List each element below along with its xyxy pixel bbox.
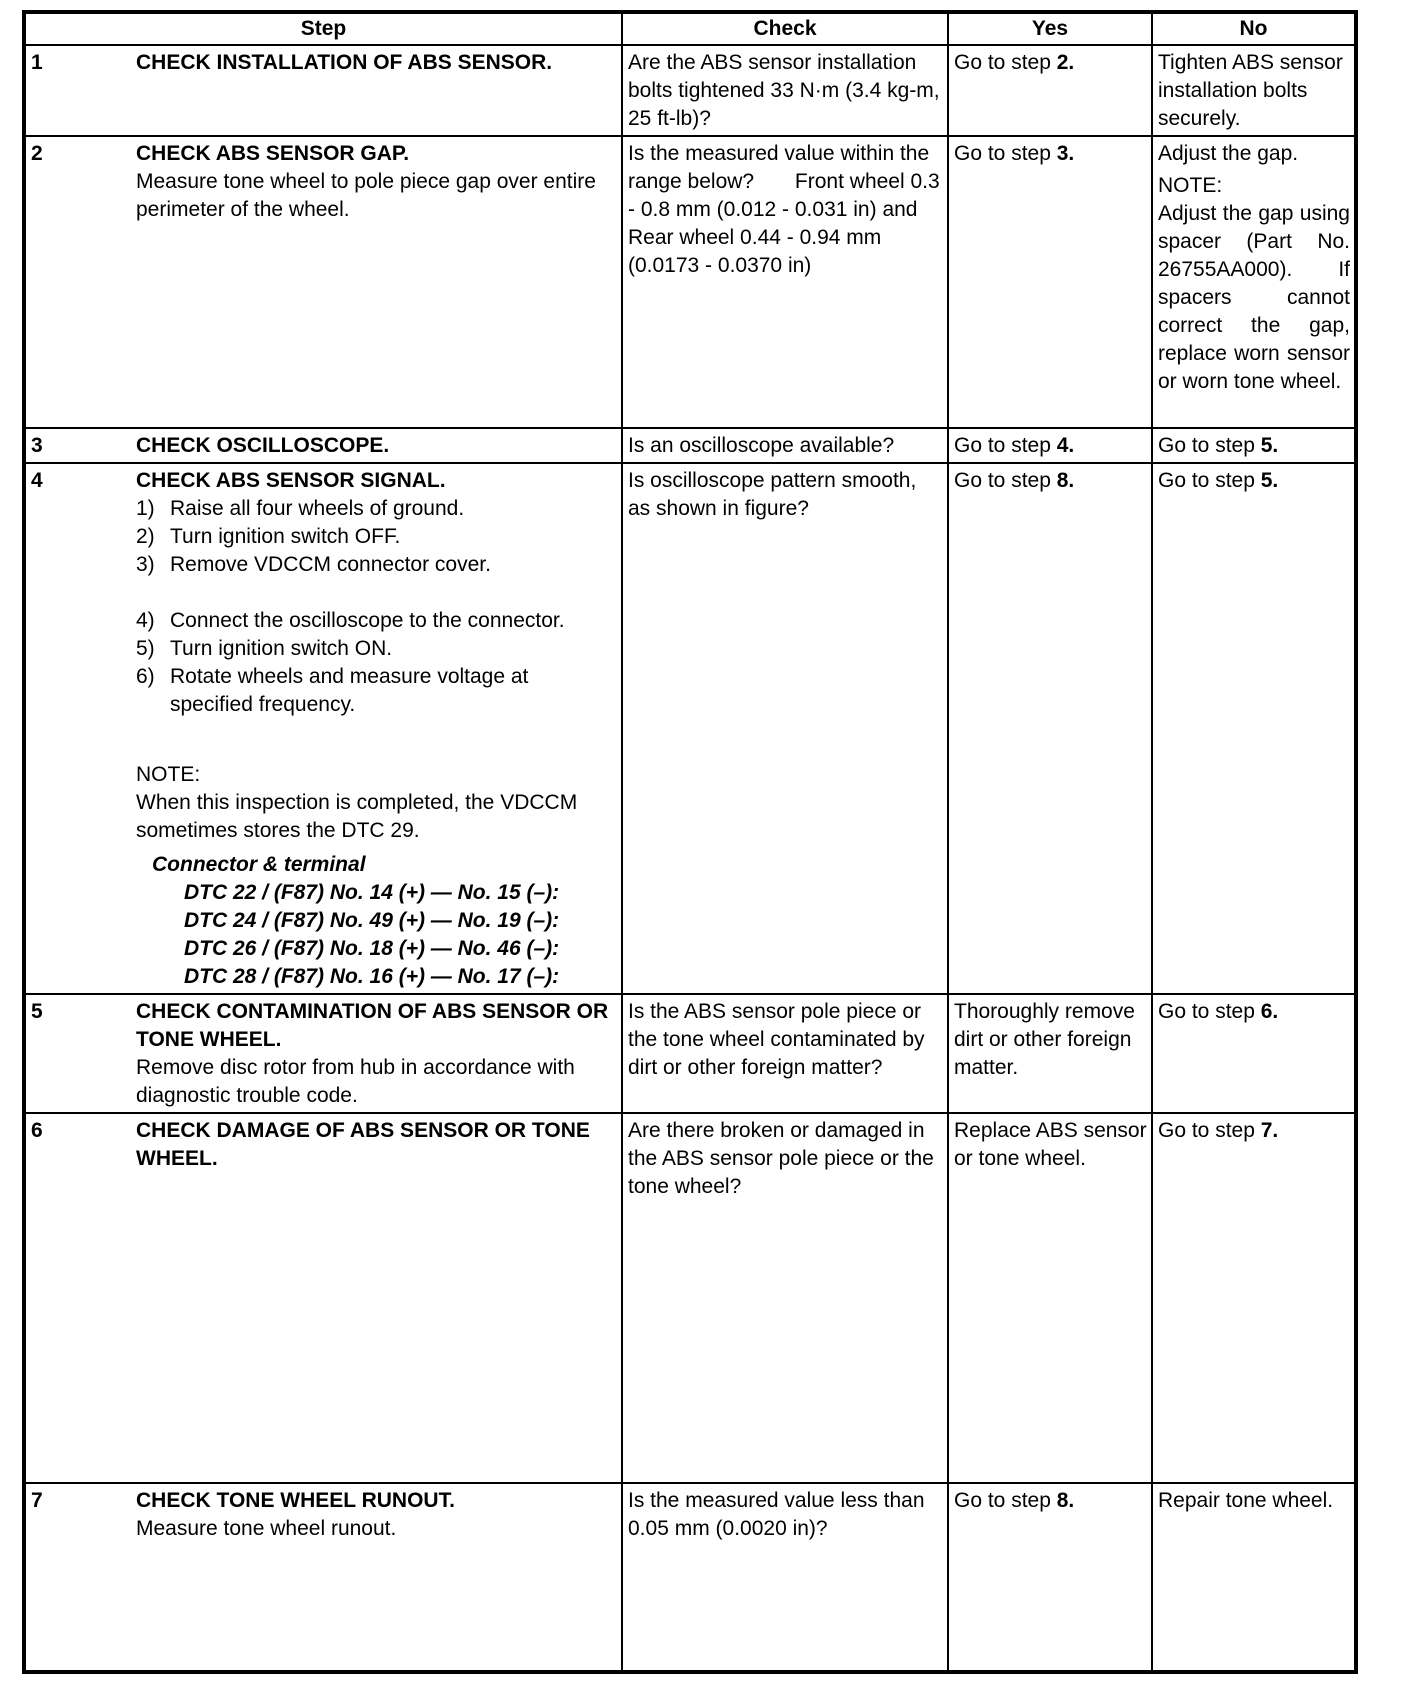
- connector-line: DTC 26 / (F87) No. 18 (+) — No. 46 (–):: [184, 937, 560, 960]
- no-step-ref: 5.: [1260, 434, 1279, 457]
- header-no: No: [1152, 12, 1356, 45]
- no-text: Go to step: [1158, 469, 1261, 492]
- step-title: CHECK OSCILLOSCOPE.: [136, 434, 390, 457]
- no-note-text: Adjust the gap using spacer (Part No. 26755AA000). If spacers cannot correct the gap, replace worn sensor or worn tone wheel.: [1158, 202, 1350, 393]
- step-title: CHECK DAMAGE OF ABS SENSOR OR TONE WHEEL.: [136, 1119, 590, 1170]
- table-row: [24, 136, 1356, 428]
- list-spacer: [136, 579, 617, 607]
- no-cell: Repair tone wheel.: [1152, 1483, 1356, 1672]
- yes-text: Go to step: [954, 1489, 1057, 1512]
- check-cell: Is an oscilloscope available?: [622, 428, 948, 463]
- note-text: When this inspection is completed, the VDCCM sometimes stores the DTC 29.: [136, 791, 578, 842]
- step-number: 2: [31, 142, 43, 165]
- no-cell: [1152, 994, 1356, 1113]
- item-number: 6): [136, 665, 155, 688]
- step-cell: [24, 994, 622, 1113]
- yes-text: Go to step: [954, 434, 1057, 457]
- header-step: Step: [24, 12, 622, 45]
- item-number: 4): [136, 609, 155, 632]
- no-text: Go to step: [1158, 1000, 1261, 1023]
- no-text: Go to step: [1158, 434, 1261, 457]
- check-text: Is the measured value within the range below? Front wheel 0.3 - 0.8 mm (0.012 - 0.031 in) and Rear wheel 0.44 - 0.94 mm (0.0173 - 0.0370 in): [628, 142, 946, 277]
- yes-cell: Replace ABS sensor or tone wheel.: [948, 1113, 1152, 1483]
- procedure-list: [136, 495, 617, 719]
- table-row: [24, 1483, 1356, 1672]
- no-note-label: NOTE:: [1158, 174, 1223, 197]
- step-cell: [24, 1113, 622, 1483]
- item-text: Raise all four wheels of ground.: [170, 497, 465, 520]
- diagnostic-table: [22, 10, 1358, 1674]
- yes-text: Go to step: [954, 142, 1057, 165]
- table-row: [24, 45, 1356, 136]
- list-item: [136, 551, 617, 579]
- yes-step-ref: 8.: [1056, 469, 1075, 492]
- step-title: CHECK TONE WHEEL RUNOUT.: [136, 1489, 455, 1512]
- item-text: Turn ignition switch ON.: [170, 637, 393, 660]
- step-title: CHECK INSTALLATION OF ABS SENSOR.: [136, 51, 553, 74]
- step-description: Measure tone wheel runout.: [136, 1517, 397, 1540]
- step-number: 1: [31, 51, 43, 74]
- no-cell: [1152, 463, 1356, 994]
- check-cell: [622, 136, 948, 428]
- no-text: Go to step: [1158, 1119, 1261, 1142]
- no-step-ref: 7.: [1260, 1119, 1279, 1142]
- step-number: 4: [31, 469, 43, 492]
- table-row: [24, 994, 1356, 1113]
- header-yes: Yes: [948, 12, 1152, 45]
- yes-cell: [948, 136, 1152, 428]
- connector-line: DTC 28 / (F87) No. 16 (+) — No. 17 (–):: [184, 965, 560, 988]
- step-number: 5: [31, 1000, 43, 1023]
- item-text: Remove VDCCM connector cover.: [170, 553, 491, 576]
- check-cell: Are the ABS sensor installation bolts tightened 33 N·m (3.4 kg-m, 25 ft-lb)?: [622, 45, 948, 136]
- step-cell: [24, 1483, 622, 1672]
- step-number: 3: [31, 434, 43, 457]
- header-check: Check: [622, 12, 948, 45]
- yes-cell: [948, 463, 1152, 994]
- item-number: 2): [136, 525, 155, 548]
- step-number: 6: [31, 1119, 43, 1142]
- yes-cell: [948, 45, 1152, 136]
- list-item: [136, 635, 617, 663]
- check-cell: Are there broken or damaged in the ABS sensor pole piece or the tone wheel?: [622, 1113, 948, 1483]
- no-cell: [1152, 1113, 1356, 1483]
- header-row: [24, 12, 1356, 45]
- yes-step-ref: 4.: [1056, 434, 1075, 457]
- list-item: [136, 495, 617, 523]
- step-cell: [24, 428, 622, 463]
- item-number: 5): [136, 637, 155, 660]
- no-cell: Tighten ABS sensor installation bolts securely.: [1152, 45, 1356, 136]
- connector-list: [184, 879, 617, 991]
- step-title: CHECK CONTAMINATION OF ABS SENSOR OR TONE WHEEL.: [136, 1000, 609, 1051]
- no-step-ref: 6.: [1260, 1000, 1279, 1023]
- step-description: Remove disc rotor from hub in accordance with diagnostic trouble code.: [136, 1056, 575, 1107]
- no-text: Adjust the gap.: [1158, 142, 1299, 165]
- item-text: Rotate wheels and measure voltage at specified frequency.: [170, 665, 529, 716]
- yes-cell: Thoroughly remove dirt or other foreign matter.: [948, 994, 1152, 1113]
- item-number: 3): [136, 553, 155, 576]
- note-label: NOTE:: [136, 763, 201, 786]
- step-number: 7: [31, 1489, 43, 1512]
- connector-title: Connector & terminal: [152, 853, 366, 876]
- yes-text: Go to step: [954, 469, 1057, 492]
- no-cell: [1152, 428, 1356, 463]
- no-cell: [1152, 136, 1356, 428]
- connector-line: DTC 24 / (F87) No. 49 (+) — No. 19 (–):: [184, 909, 560, 932]
- yes-step-ref: 8.: [1056, 1489, 1075, 1512]
- list-item: [136, 663, 617, 719]
- step-cell: [24, 45, 622, 136]
- connector-line: DTC 22 / (F87) No. 14 (+) — No. 15 (–):: [184, 881, 560, 904]
- list-item: [136, 523, 617, 551]
- table-row: [24, 428, 1356, 463]
- yes-step-ref: 2.: [1056, 51, 1075, 74]
- step-title: CHECK ABS SENSOR SIGNAL.: [136, 469, 446, 492]
- check-cell: Is the measured value less than 0.05 mm (0.0020 in)?: [622, 1483, 948, 1672]
- table-row: [24, 463, 1356, 994]
- yes-cell: [948, 428, 1152, 463]
- table-row: [24, 1113, 1356, 1483]
- step-cell: [24, 463, 622, 994]
- item-text: Turn ignition switch OFF.: [170, 525, 401, 548]
- step-title: CHECK ABS SENSOR GAP.: [136, 142, 410, 165]
- yes-text: Go to step: [954, 51, 1057, 74]
- check-cell: Is the ABS sensor pole piece or the tone wheel contaminated by dirt or other foreign matter?: [622, 994, 948, 1113]
- list-item: [136, 607, 617, 635]
- yes-cell: [948, 1483, 1152, 1672]
- yes-step-ref: 3.: [1056, 142, 1075, 165]
- check-cell: Is oscilloscope pattern smooth, as shown in figure?: [622, 463, 948, 994]
- step-description: Measure tone wheel to pole piece gap over entire perimeter of the wheel.: [136, 170, 596, 221]
- item-text: Connect the oscilloscope to the connector.: [170, 609, 565, 632]
- no-step-ref: 5.: [1260, 469, 1279, 492]
- step-cell: [24, 136, 622, 428]
- item-number: 1): [136, 497, 155, 520]
